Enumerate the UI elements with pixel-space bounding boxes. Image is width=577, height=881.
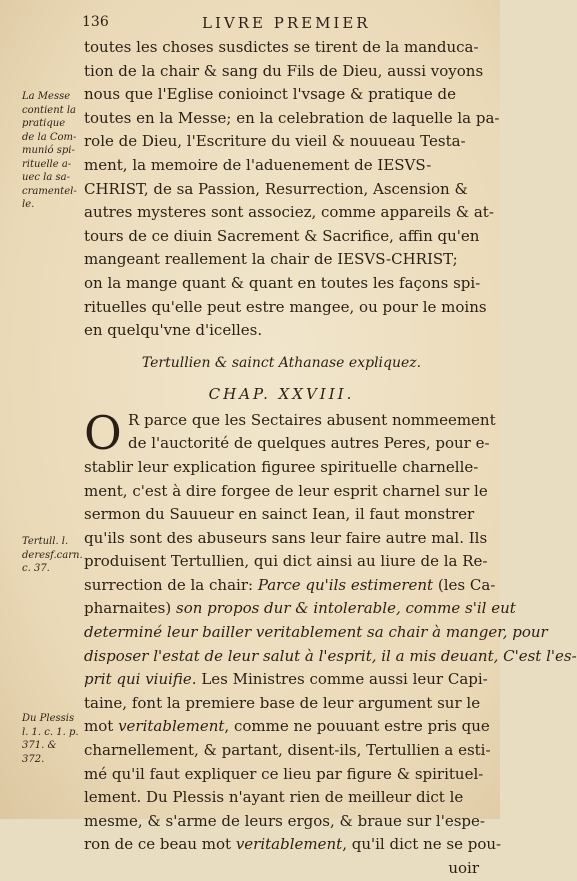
margin-note-tertullien (22, 535, 84, 576)
margin-note-line: La Messe (22, 91, 71, 102)
text-line: en quelqu'vne d'icelles. (84, 321, 263, 340)
quoted-text: prit qui viuifie. (84, 670, 197, 689)
text-line: stablir leur explication figuree spirituelle charnelle- (84, 457, 479, 476)
text-run: mot (84, 717, 119, 736)
text-line: tours de ce diuin Sacrement & Sacrifice, affin qu'en (84, 226, 480, 245)
quoted-text: veritablement (235, 835, 343, 854)
text-run: , comme ne pouuant estre pris que (224, 717, 490, 736)
margin-note-line: pratique (22, 118, 66, 129)
text-line: mé qu'il faut expliquer ce lieu par figure & spirituel- (84, 764, 484, 783)
text-line: on la mange quant & quant en toutes les façons spi- (84, 273, 481, 292)
margin-note-line: cramentel- (22, 185, 77, 197)
margin-note-line: de la Com- (22, 131, 77, 143)
text-line: charnellement, & partant, disent-ils, Tertullien a esti- (84, 741, 491, 760)
text-line: toutes en la Messe; en la celebration de laquelle la pa- (84, 108, 500, 127)
margin-note-line: Du Plessis (22, 713, 75, 724)
text-run: , qu'il dict ne se pou- (342, 835, 502, 854)
text-line: role de Dieu, l'Escriture du vieil & nouueau Testa- (84, 132, 466, 151)
margin-note-line: 371. & (22, 740, 57, 751)
quoted-text: son propos dur & intolerable, comme s'il eut (176, 599, 516, 618)
text-run: (les Ca- (433, 575, 496, 594)
paragraph-1 (84, 36, 500, 343)
quoted-line: disposer l'estat de leur salut à l'esprit, il a mis deuant, C'est l'es- (84, 646, 577, 665)
text-line: ment, c'est à dire forgee de leur esprit charnel sur le (84, 481, 488, 500)
text-line: nous que l'Eglise conioinct l'vsage & pratique de (84, 85, 457, 104)
text-line (84, 715, 490, 739)
text-line (84, 668, 488, 692)
text-run: pharnaites) (84, 599, 176, 618)
text-run: Les Ministres comme aussi leur Capi- (196, 670, 488, 689)
text-line: rituelles qu'elle peut estre mangee, ou pour le moins (84, 297, 487, 316)
running-head (82, 14, 480, 36)
paragraph-2 (84, 405, 577, 881)
margin-note-line: munió spi- (22, 145, 75, 156)
text-line: CHRIST, de sa Passion, Resurrection, Ascension & (84, 179, 468, 198)
text-line: sermon du Sauueur en sainct Iean, il faut monstrer (84, 505, 475, 524)
quoted-text: Parce qu'ils estimerent (257, 575, 434, 594)
margin-note-line: l. 1. c. 1. p. (22, 726, 79, 738)
margin-note-du-plessis (22, 712, 84, 766)
margin-note-messe (22, 90, 84, 212)
running-title: LIVRE PREMIER (202, 14, 371, 32)
quoted-line: determiné leur bailler veritablement sa chair à manger, pour (84, 623, 548, 642)
text-line (84, 574, 496, 598)
main-text (84, 36, 577, 881)
margin-note-line: contient la (22, 104, 76, 116)
text-line: toutes les choses susdictes se tirent de la manduca- (84, 38, 479, 56)
margin-note-line: c. 37. (22, 563, 50, 574)
chapter-title: CHAP. XXVIII. (208, 384, 355, 403)
text-line: autres mysteres sont associez, comme appareils & at- (84, 203, 494, 222)
chapter-subtitle: Tertullien & sainct Athanase expliquez. (141, 354, 422, 371)
margin-note-line: deresf.carn. (22, 549, 83, 561)
margin-note-line: uec la sa- (22, 172, 70, 183)
text-run: ron de ce beau mot (84, 835, 236, 854)
text-run: surrection de la chair: (84, 575, 258, 594)
margin-note-line: 372. (22, 753, 45, 765)
text-line: qu'ils sont des abuseurs sans leur faire autre mal. Ils (84, 528, 488, 547)
text-line: de l'auctorité de quelques autres Peres, pour e- (128, 434, 490, 453)
margin-note-line: Tertull. l. (22, 536, 69, 547)
text-line: ment, la memoire de l'aduenement de IESVS- (84, 155, 432, 174)
text-line: taine, font la premiere base de leur argument sur le (84, 693, 481, 712)
text-line (84, 597, 516, 621)
margin-note-line: rituelle a- (22, 158, 72, 170)
text-line: lement. Du Plessis n'ayant rien de meilleur dict le (84, 788, 464, 807)
text-line: mangeant reallement la chair de IESVS-CHRIST; (84, 250, 458, 269)
text-line: produisent Tertullien, qui dict ainsi au liure de la Re- (84, 552, 488, 571)
text-line (84, 833, 502, 857)
text-line: tion de la chair & sang du Fils de Dieu, aussi voyons (84, 61, 484, 80)
page-number: 136 (82, 14, 109, 30)
text-line-content: R parce que les Sectaires abusent nommeement (128, 410, 496, 429)
margin-note-line: le. (22, 199, 35, 210)
drop-cap: O (84, 405, 122, 460)
text-line: mesme, & s'arme de leurs ergos, & braue sur l'espe- (84, 811, 485, 830)
quoted-text: veritablement (118, 717, 225, 736)
catchword: uoir (448, 859, 479, 877)
